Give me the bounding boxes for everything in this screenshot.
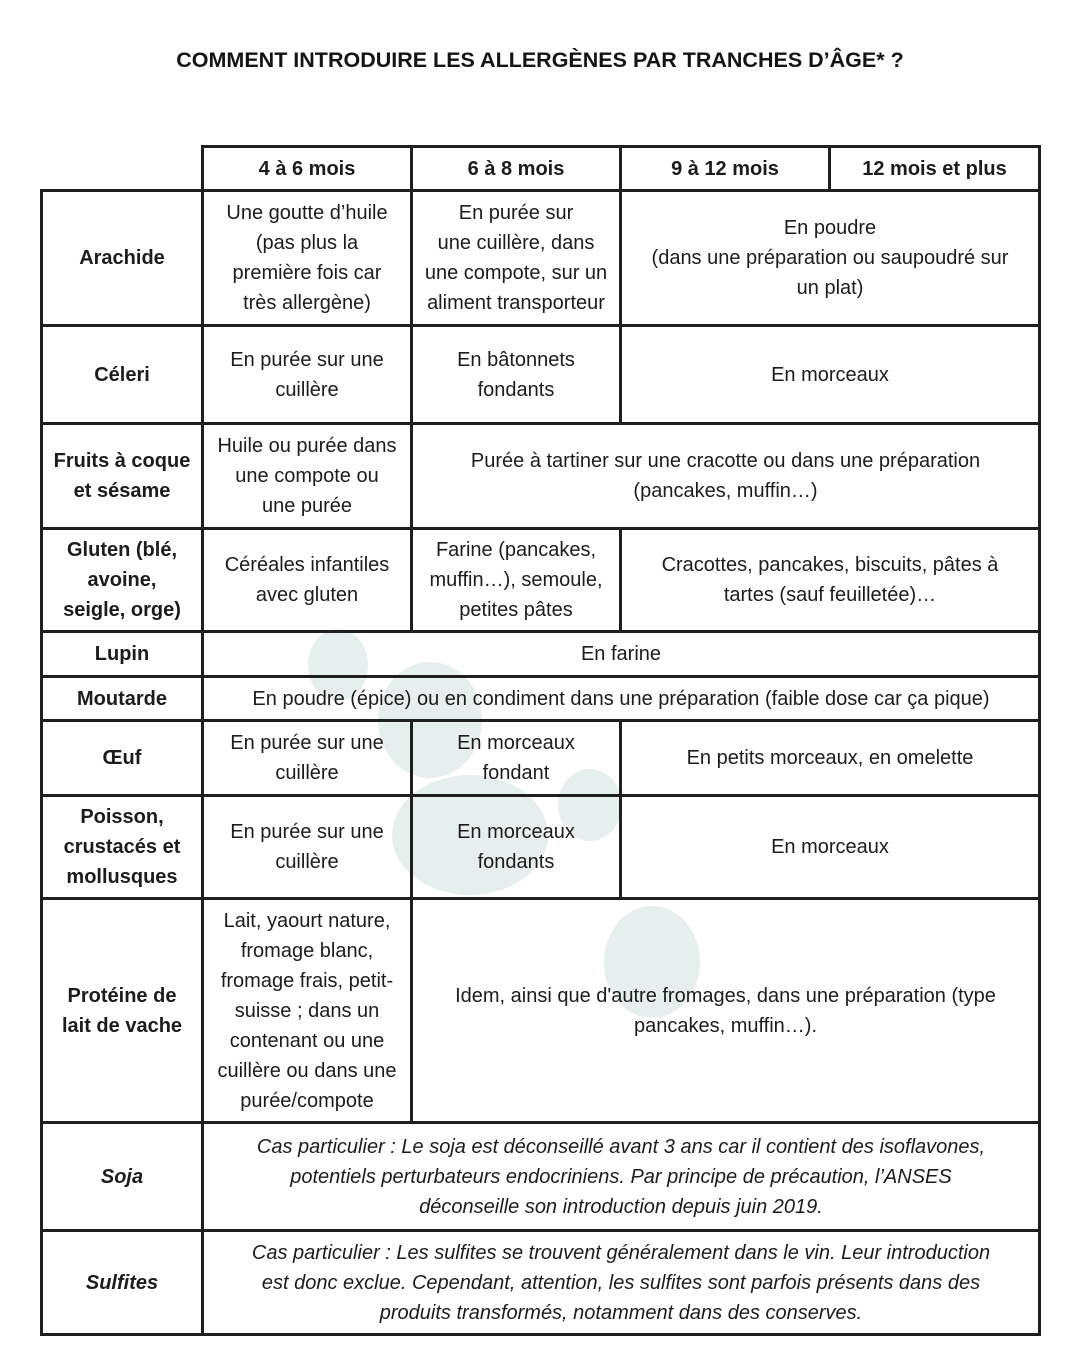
cell-moutarde-all-ages: En poudre (épice) ou en condiment dans une préparation (faible dose car ça pique) bbox=[203, 677, 1040, 721]
column-header-12-mois-et-plus: 12 mois et plus bbox=[830, 147, 1040, 191]
cell-oeuf-9-mois-et-plus: En petits morceaux, en omelette bbox=[621, 721, 1040, 796]
row-label-moutarde: Moutarde bbox=[42, 677, 203, 721]
cell-soja-note: Cas particulier : Le soja est déconseillé avant 3 ans car il contient des isoflavones, potentiels perturbateurs endocriniens. Par principe de précaution, l’ANSES déconseille son introduction depuis juin 2019. bbox=[203, 1123, 1040, 1231]
table-row-fruits-a-coque bbox=[42, 424, 1040, 529]
table-row-soja bbox=[42, 1123, 1040, 1231]
table-row-proteine-lait-de-vache bbox=[42, 899, 1040, 1123]
cell-poisson-9-mois-et-plus: En morceaux bbox=[621, 796, 1040, 899]
row-label-oeuf: Œuf bbox=[42, 721, 203, 796]
page-title: COMMENT INTRODUIRE LES ALLERGÈNES PAR TRANCHES D’ÂGE* ? bbox=[176, 48, 904, 72]
cell-gluten-4-6-mois: Céréales infantiles avec gluten bbox=[203, 529, 412, 632]
cell-fruits-a-coque-4-6-mois: Huile ou purée dans une compote ou une purée bbox=[203, 424, 412, 529]
row-label-arachide: Arachide bbox=[42, 191, 203, 326]
row-label-celeri: Céleri bbox=[42, 326, 203, 424]
column-header-4-6-mois: 4 à 6 mois bbox=[203, 147, 412, 191]
table-row-lupin bbox=[42, 632, 1040, 677]
row-label-sulfites: Sulfites bbox=[42, 1231, 203, 1335]
cell-sulfites-note: Cas particulier : Les sulfites se trouvent généralement dans le vin. Leur introduction est donc exclue. Cependant, attention, les sulfites sont parfois présents dans des produits transformés, notamment dans des conserves. bbox=[203, 1231, 1040, 1335]
cell-arachide-6-8-mois: En purée sur une cuillère, dans une compote, sur un aliment transporteur bbox=[412, 191, 621, 326]
table-row-sulfites bbox=[42, 1231, 1040, 1335]
cell-poisson-6-8-mois: En morceaux fondants bbox=[412, 796, 621, 899]
cell-oeuf-4-6-mois: En purée sur une cuillère bbox=[203, 721, 412, 796]
cell-lait-4-6-mois: Lait, yaourt nature, fromage blanc, fromage frais, petit- suisse ; dans un contenant ou une cuillère ou dans une purée/compote bbox=[203, 899, 412, 1123]
column-header-9-12-mois: 9 à 12 mois bbox=[621, 147, 830, 191]
cell-arachide-4-6-mois: Une goutte d’huile (pas plus la première fois car très allergène) bbox=[203, 191, 412, 326]
table-row-gluten bbox=[42, 529, 1040, 632]
table-row-celeri bbox=[42, 326, 1040, 424]
column-header-6-8-mois: 6 à 8 mois bbox=[412, 147, 621, 191]
cell-poisson-4-6-mois: En purée sur une cuillère bbox=[203, 796, 412, 899]
cell-gluten-6-8-mois: Farine (pancakes, muffin…), semoule, petites pâtes bbox=[412, 529, 621, 632]
table-row-moutarde bbox=[42, 677, 1040, 721]
cell-oeuf-6-8-mois: En morceaux fondant bbox=[412, 721, 621, 796]
row-label-lupin: Lupin bbox=[42, 632, 203, 677]
row-label-poisson: Poisson, crustacés et mollusques bbox=[42, 796, 203, 899]
table-row-poisson bbox=[42, 796, 1040, 899]
cell-lait-6-mois-et-plus: Idem, ainsi que d'autre fromages, dans une préparation (type pancakes, muffin…). bbox=[412, 899, 1040, 1123]
allergen-table bbox=[40, 145, 1041, 1336]
row-label-soja: Soja bbox=[42, 1123, 203, 1231]
table-corner-empty bbox=[42, 147, 203, 191]
table-row-oeuf bbox=[42, 721, 1040, 796]
header-row bbox=[42, 147, 1040, 191]
cell-celeri-6-8-mois: En bâtonnets fondants bbox=[412, 326, 621, 424]
cell-gluten-9-mois-et-plus: Cracottes, pancakes, biscuits, pâtes à tartes (sauf feuilletée)… bbox=[621, 529, 1040, 632]
cell-fruits-a-coque-6-mois-et-plus: Purée à tartiner sur une cracotte ou dans une préparation (pancakes, muffin…) bbox=[412, 424, 1040, 529]
row-label-proteine-lait-de-vache: Protéine de lait de vache bbox=[42, 899, 203, 1123]
cell-celeri-4-6-mois: En purée sur une cuillère bbox=[203, 326, 412, 424]
cell-celeri-9-mois-et-plus: En morceaux bbox=[621, 326, 1040, 424]
row-label-fruits-a-coque: Fruits à coque et sésame bbox=[42, 424, 203, 529]
cell-lupin-all-ages: En farine bbox=[203, 632, 1040, 677]
cell-arachide-9-mois-et-plus: En poudre (dans une préparation ou saupoudré sur un plat) bbox=[621, 191, 1040, 326]
table-row-arachide bbox=[42, 191, 1040, 326]
row-label-gluten: Gluten (blé, avoine, seigle, orge) bbox=[42, 529, 203, 632]
